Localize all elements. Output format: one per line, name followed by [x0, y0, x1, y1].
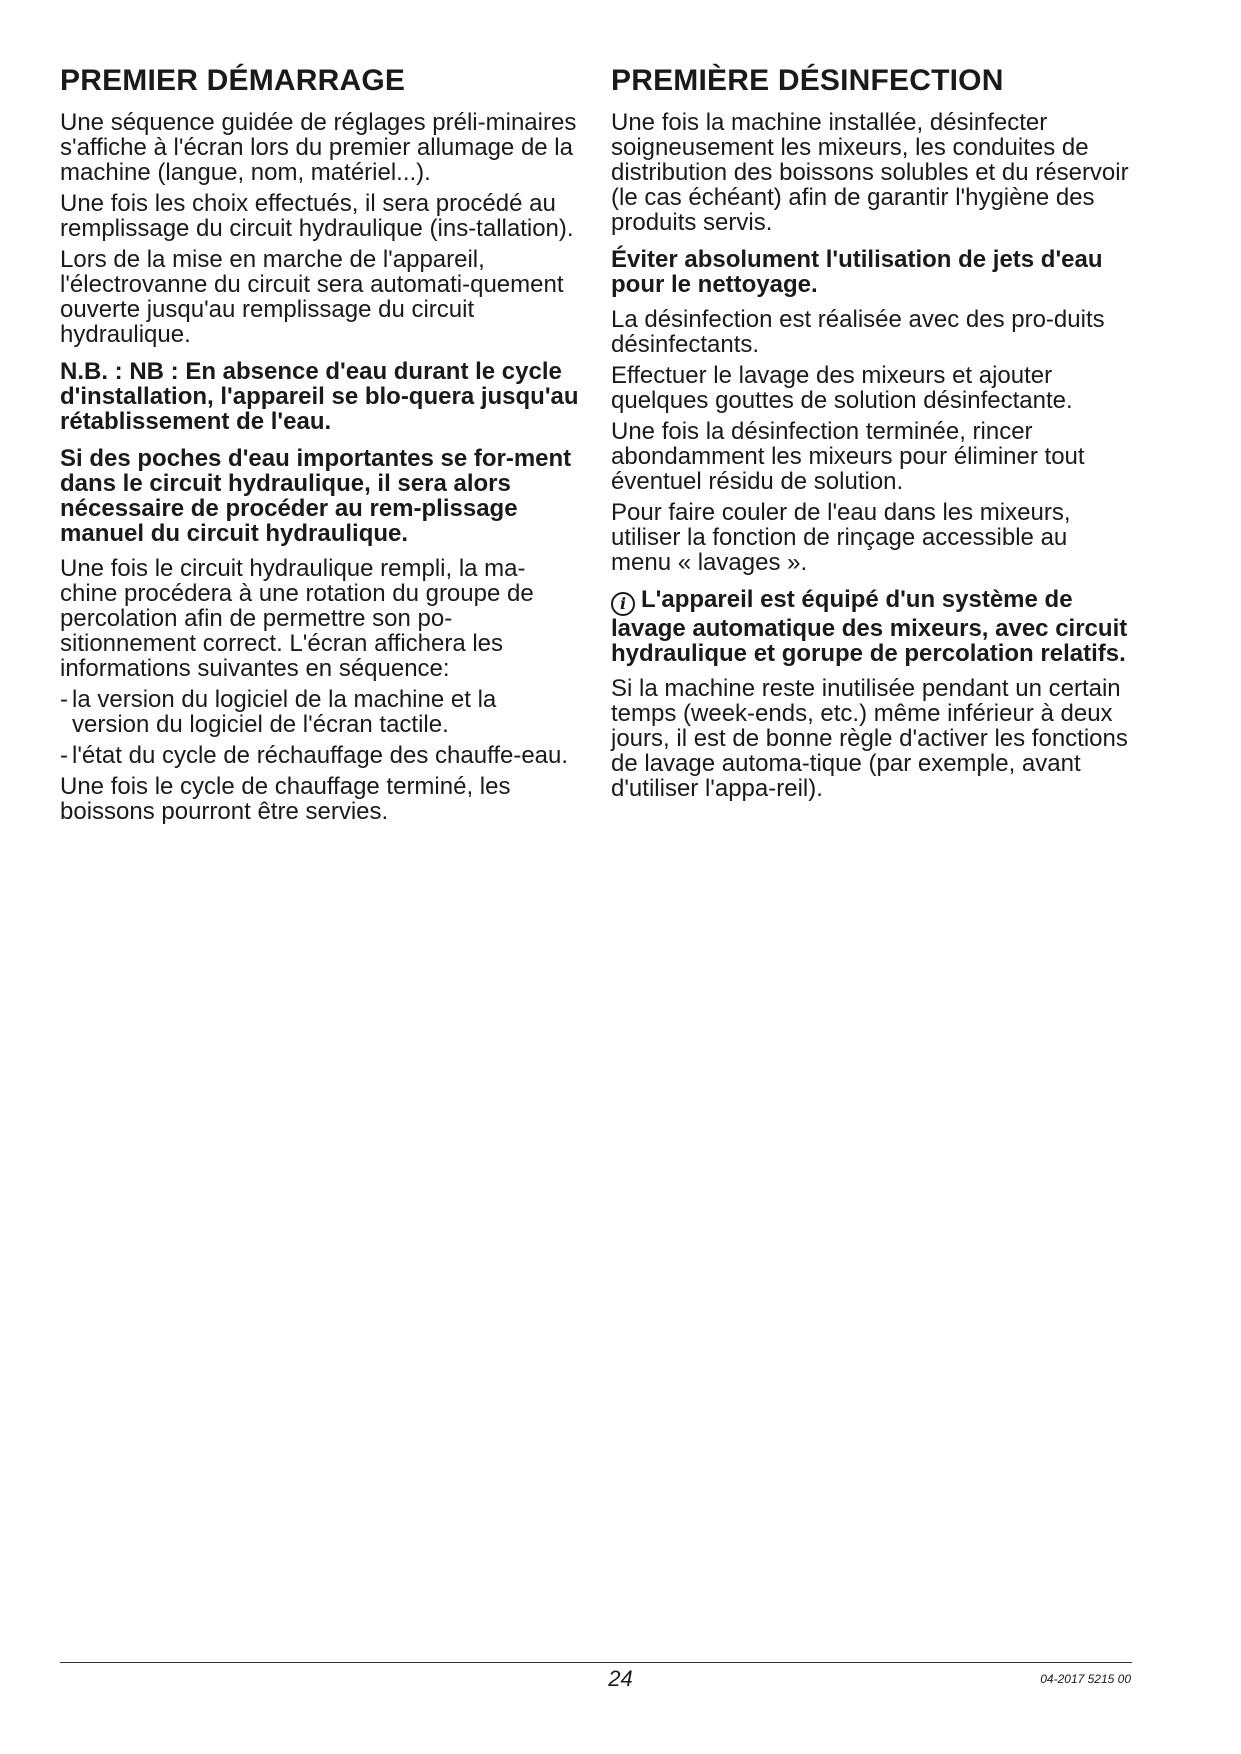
- left-column: [60, 62, 580, 830]
- paragraph-desinfecter: Une fois la machine installée, désinfecter soigneusement les mixeurs, les conduites de distribution des boissons solubles et du réservoir (le cas échéant) afin de garantir l'hygiène des produits servis.: [611, 109, 1129, 236]
- info-sequence-list: [60, 687, 580, 768]
- page-number: 24: [608, 1666, 633, 1691]
- section-title-premiere-desinfection: PREMIÈRE DÉSINFECTION: [611, 64, 1004, 97]
- section-title-premier-demarrage: PREMIER DÉMARRAGE: [60, 64, 406, 97]
- list-item: - l'état du cycle de réchauffage des chauffe-eau.: [60, 743, 580, 768]
- right-column: [611, 62, 1131, 807]
- paragraph-inutilisee: Si la machine reste inutilisée pendant un certain temps (week-ends, etc.) même inférieur à deux jours, il est de bonne règle d'activer les fonctions de lavage automa-tique (par exemple, avant d'utiliser l'appa-reil).: [611, 675, 1128, 802]
- footer-divider: [60, 1662, 1132, 1663]
- paragraph-rincage-menu: Pour faire couler de l'eau dans les mixeurs, utiliser la fonction de rinçage accessible au menu « lavages ».: [611, 499, 1071, 576]
- document-reference: 04-2017 5215 00: [1040, 1672, 1131, 1686]
- paragraph-produits-desinfectants: La désinfection est réalisée avec des pro-duits désinfectants.: [611, 306, 1105, 358]
- paragraph-chauffage-termine: Une fois le cycle de chauffage terminé, les boissons pourront être servies.: [60, 773, 511, 825]
- info-icon: i: [611, 592, 635, 616]
- paragraph-lavage-mixeurs: Effectuer le lavage des mixeurs et ajouter quelques gouttes de solution désinfectante.: [611, 362, 1073, 414]
- paragraph-sequence-guidee: Une séquence guidée de réglages préli-minaires s'affiche à l'écran lors du premier allumage de la machine (langue, nom, matériel...).: [60, 109, 577, 186]
- info-note: [611, 587, 1131, 666]
- list-item: - la version du logiciel de la machine et la version du logiciel de l'écran tactile.: [60, 687, 580, 737]
- note-poches-eau: Si des poches d'eau importantes se for-ment dans le circuit hydraulique, il sera alors nécessaire de procéder au rem-plissage manuel du circuit hydraulique.: [60, 445, 572, 547]
- paragraph-remplissage: Une fois les choix effectués, il sera procédé au remplissage du circuit hydraulique (ins-tallation).: [60, 190, 574, 242]
- paragraph-rotation-groupe: Une fois le circuit hydraulique rempli, la ma-chine procédera à une rotation du groupe de percolation afin de permettre son po-sitionnement correct. L'écran affichera les informations suivantes en séquence:: [60, 555, 534, 682]
- warning-jets-eau: Éviter absolument l'utilisation de jets d'eau pour le nettoyage.: [611, 246, 1103, 298]
- info-note-text: L'appareil est équipé d'un système de lavage automatique des mixeurs, avec circuit hydraulique et gorupe de percolation relatifs.: [611, 586, 1128, 667]
- note-absence-eau: N.B. : NB : En absence d'eau durant le cycle d'installation, l'appareil se blo-quera jusqu'au rétablissement de l'eau.: [60, 358, 579, 435]
- paragraph-electrovanne: Lors de la mise en marche de l'appareil, l'électrovanne du circuit sera automati-quement ouverte jusqu'au remplissage du circuit hydraulique.: [60, 246, 564, 348]
- paragraph-rincer: Une fois la désinfection terminée, rincer abondamment les mixeurs pour éliminer tout éventuel résidu de solution.: [611, 418, 1085, 495]
